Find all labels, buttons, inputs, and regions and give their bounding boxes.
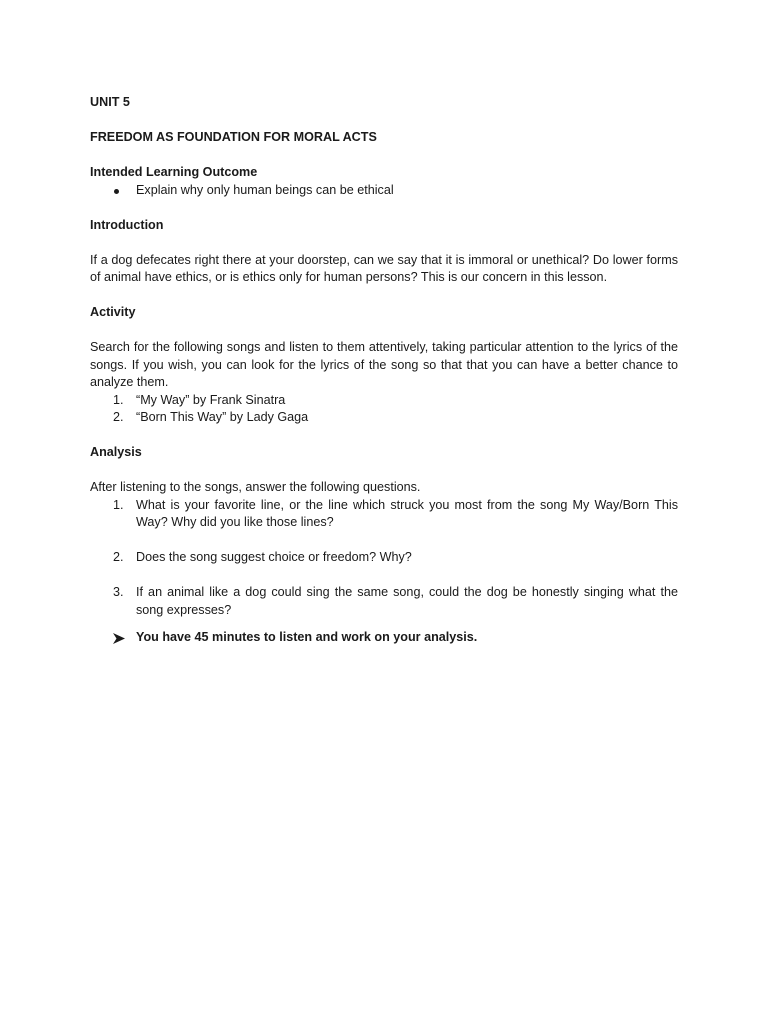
song-item	[90, 392, 678, 410]
song-item	[90, 409, 678, 427]
time-note	[90, 629, 678, 647]
song-number: 1.	[113, 392, 124, 407]
outcome-heading: Intended Learning Outcome	[90, 165, 258, 179]
introduction-heading: Introduction	[90, 217, 164, 232]
outcome-text: Explain why only human beings can be ethical	[136, 182, 394, 197]
introduction-text: If a dog defecates right there at your doorstep, can we say that it is immoral or unethical? Do lower forms of animal have ethics, or is ethics only for human persons? This is our concern in this lesson.	[90, 252, 678, 284]
arrow-bullet-icon	[112, 633, 126, 644]
question-text: What is your favorite line, or the line which struck you most from the song My Way/Born This Way? Why did you like those lines?	[136, 497, 678, 529]
document-body	[90, 94, 678, 647]
question-number: 3.	[113, 585, 124, 599]
page-title: FREEDOM AS FOUNDATION FOR MORAL ACTS	[90, 130, 377, 144]
question-list	[90, 497, 678, 620]
question-item	[90, 497, 678, 532]
question-number: 1.	[113, 497, 124, 512]
song-number: 2.	[113, 410, 124, 424]
activity-text: Search for the following songs and listen to them attentively, taking particular attention to the lyrics of the songs. If you wish, you can look for the lyrics of the song so that that you can have a better chance to analyze them.	[90, 340, 678, 389]
song-list	[90, 392, 678, 427]
song-text: “Born This Way” by Lady Gaga	[136, 410, 309, 424]
unit-label: UNIT 5	[90, 95, 130, 109]
song-text: “My Way” by Frank Sinatra	[136, 392, 286, 407]
question-item	[90, 584, 678, 619]
analysis-text: After listening to the songs, answer the following questions.	[90, 480, 421, 494]
question-text: Does the song suggest choice or freedom? Why?	[136, 550, 412, 564]
outcome-item	[90, 182, 678, 200]
outcome-list	[90, 182, 678, 200]
activity-heading: Activity	[90, 305, 136, 319]
analysis-heading: Analysis	[90, 445, 142, 459]
question-text: If an animal like a dog could sing the same song, could the dog be honestly singing what the song expresses?	[136, 585, 678, 617]
question-item	[90, 549, 678, 567]
question-number: 2.	[113, 550, 124, 564]
time-note-text: You have 45 minutes to listen and work on your analysis.	[136, 630, 478, 644]
bullet-icon	[114, 189, 119, 194]
